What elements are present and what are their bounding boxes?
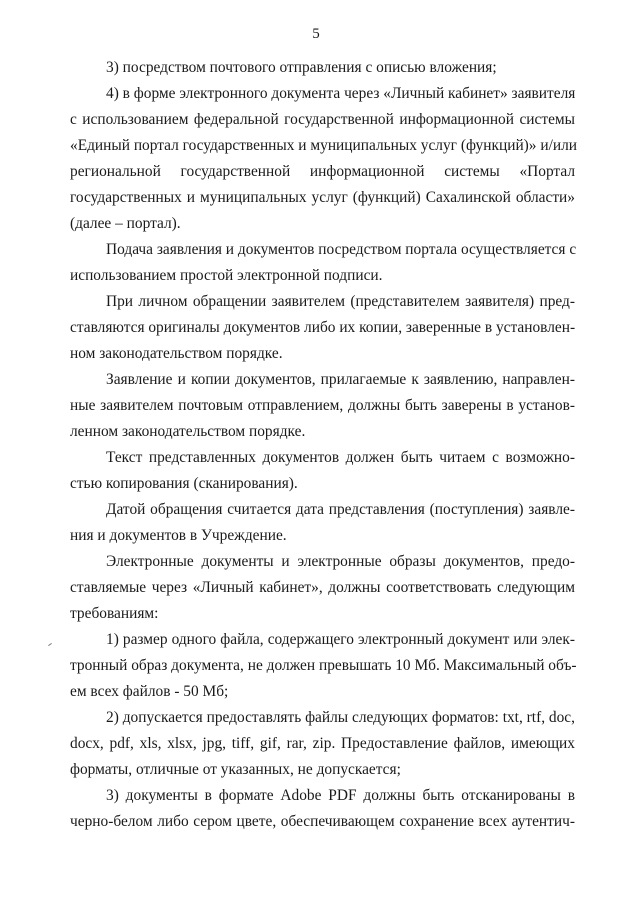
page-number: 5 bbox=[312, 26, 320, 42]
text-line: 3) посредством почтового отправления с описью вложения; bbox=[106, 59, 497, 76]
scan-speck bbox=[48, 643, 52, 646]
text-line: Электронные документы и электронные образы документов, предо- bbox=[106, 553, 575, 570]
text-line: требованиям: bbox=[70, 605, 159, 622]
text-line: 1) размер одного файла, содержащего электронный документ или элек- bbox=[106, 631, 575, 648]
text-line: тронный образ документа, не должен превышать 10 Мб. Максимальный объ- bbox=[70, 657, 577, 674]
text-line: 2) допускается предоставлять файлы следующих форматов: txt, rtf, doc, bbox=[106, 709, 575, 726]
text-line: стью копирования (сканирования). bbox=[70, 475, 298, 492]
text-line: 3) документы в формате Adobe PDF должны быть отсканированы в bbox=[106, 787, 575, 804]
text-line: ставляются оригиналы документов либо их копии, заверенные в установлен- bbox=[70, 319, 576, 336]
text-line: ставляемые через «Личный кабинет», должны соответствовать следующим bbox=[70, 579, 575, 596]
text-line: Датой обращения считается дата представления (поступления) заявле- bbox=[106, 501, 575, 518]
text-line: 4) в форме электронного документа через «Личный кабинет» заявителя bbox=[106, 85, 576, 102]
text-line: черно-белом либо сером цвете, обеспечивающем сохранение всех аутентич- bbox=[70, 813, 575, 830]
text-line: При личном обращении заявителем (представителем заявителя) пред- bbox=[106, 293, 575, 310]
text-line: ленном законодательством порядке. bbox=[70, 423, 306, 440]
text-line: использованием простой электронной подписи. bbox=[70, 267, 383, 284]
text-line: государственных и муниципальных услуг (функций) Сахалинской области» bbox=[70, 189, 575, 206]
text-line: ем всех файлов - 50 Мб; bbox=[70, 683, 229, 700]
text-line: с использованием федеральной государственной информационной системы bbox=[70, 111, 575, 128]
text-line: форматы, отличные от указанных, не допускается; bbox=[70, 761, 401, 778]
text-line: «Единый портал государственных и муниципальных услуг (функций)» и/или bbox=[70, 137, 578, 154]
text-line: Подача заявления и документов посредством портала осуществляется с bbox=[106, 241, 577, 258]
text-line: ном законодательством порядке. bbox=[70, 345, 283, 362]
text-line: ния и документов в Учреждение. bbox=[70, 527, 287, 544]
text-line: Заявление и копии документов, прилагаемые к заявлению, направлен- bbox=[106, 371, 575, 388]
text-line: региональной государственной информационной системы «Портал bbox=[70, 163, 575, 180]
text-line: Текст представленных документов должен быть читаем с возможно- bbox=[106, 449, 575, 466]
text-line: ные заявителем почтовым отправлением, должны быть заверены в установ- bbox=[70, 397, 575, 414]
text-line: (далее – портал). bbox=[70, 215, 181, 232]
text-line: docx, pdf, xls, xlsx, jpg, tiff, gif, rar, zip. Предоставление файлов, имеющих bbox=[70, 735, 575, 752]
